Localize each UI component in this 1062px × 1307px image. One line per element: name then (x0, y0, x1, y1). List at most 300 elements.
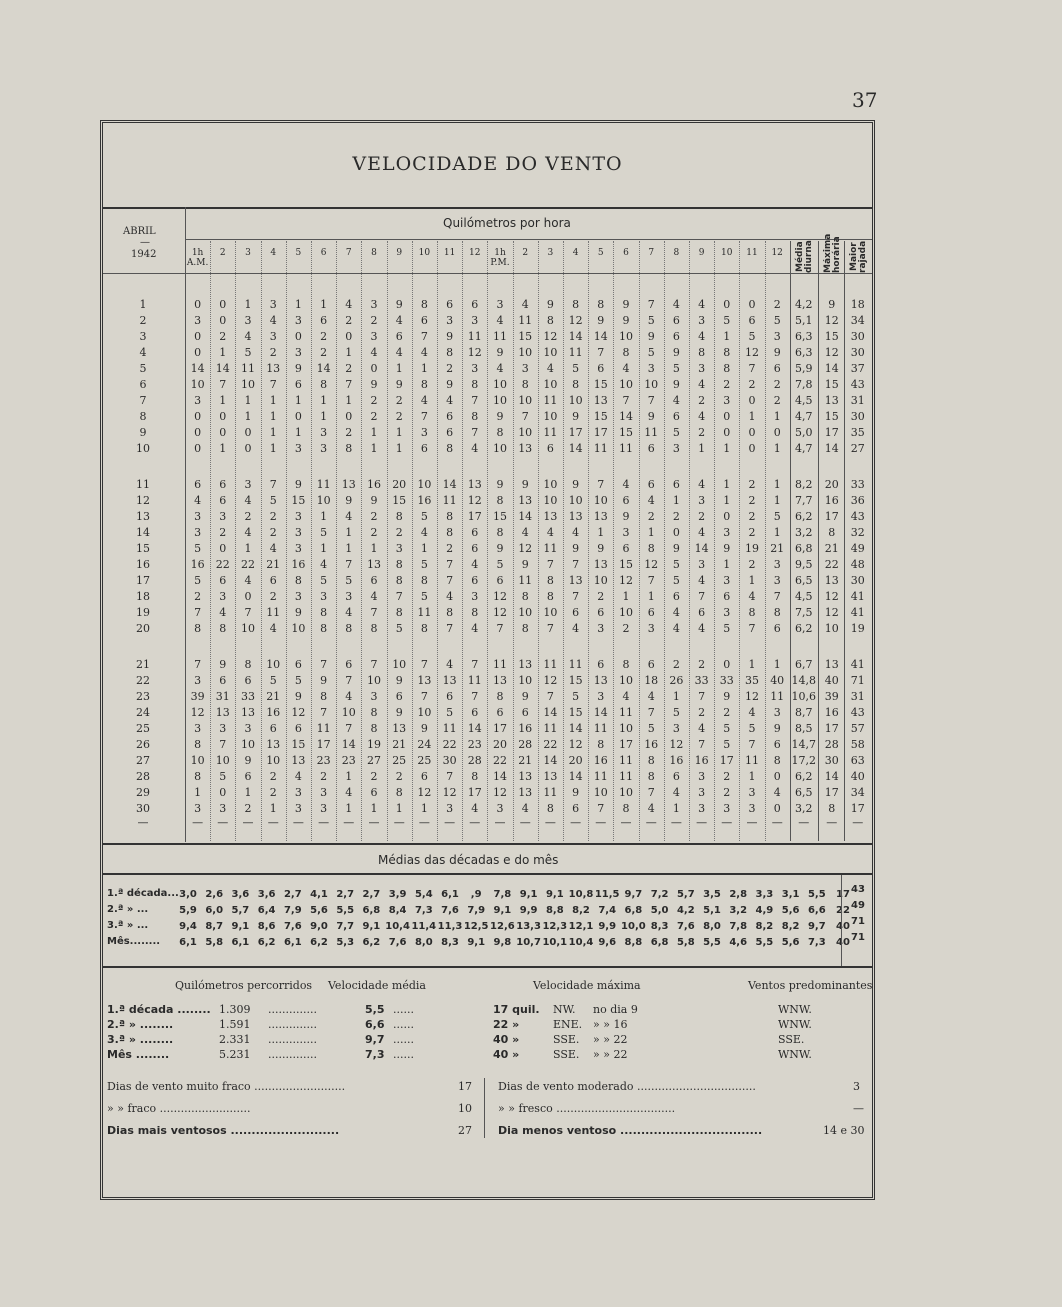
decade-value: 10,4 (568, 937, 594, 948)
stat-value: 19 (850, 622, 865, 635)
hour-value: 3 (773, 558, 781, 571)
hour-value: 2 (748, 558, 756, 571)
hour-value: 10 (518, 674, 533, 687)
leader-dots: .............. (268, 1003, 317, 1016)
hour-value: 7 (698, 738, 706, 751)
hour-value: 8 (395, 606, 403, 619)
hour-value: 7 (446, 558, 454, 571)
decade-value: 7,4 (598, 905, 617, 916)
hour-value: 5 (723, 738, 731, 751)
hour-value: 1 (723, 558, 731, 571)
stat-value: 6,3 (795, 346, 813, 359)
hour-value: 7 (269, 378, 277, 391)
hour-value: 6 (420, 442, 428, 455)
stat-value: 6,2 (795, 510, 813, 523)
hour-value: 2 (269, 590, 277, 603)
hour-value: 9 (521, 478, 529, 491)
hour-value: 8 (370, 706, 378, 719)
hour-value: 11 (316, 478, 331, 491)
hour-value: 8 (395, 786, 403, 799)
hour-value: 8 (723, 346, 731, 359)
dash-mark: — (393, 816, 405, 829)
hour-value: 6 (572, 802, 580, 815)
hour-value: 5 (672, 706, 680, 719)
hour-value: 4 (420, 346, 428, 359)
stat-value: 9,5 (795, 558, 813, 571)
hour-value: 12 (744, 346, 759, 359)
hour-value: 2 (773, 378, 781, 391)
decade-value: 9,1 (493, 905, 512, 916)
stat-value: 14,7 (791, 738, 817, 751)
hour-value: 10 (593, 786, 608, 799)
hour-value: 8 (320, 378, 328, 391)
stat-value: 35 (850, 426, 865, 439)
day-number: 26 (136, 738, 150, 751)
hour-value: 9 (647, 330, 655, 343)
hour-value: 12 (190, 706, 205, 719)
hour-value: 20 (492, 738, 507, 751)
hour-value: 7 (546, 690, 554, 703)
hour-value: 7 (446, 770, 454, 783)
stat-value: 48 (850, 558, 865, 571)
hour-value: 8 (496, 426, 504, 439)
hour-value: 6 (471, 574, 479, 587)
hour-value: 12 (644, 558, 659, 571)
decade-value: 7,8 (493, 889, 512, 900)
hour-value: 5 (773, 510, 781, 523)
hour-value: 1 (395, 442, 403, 455)
hour-value: 1 (773, 658, 781, 671)
stat-value: 8 (828, 802, 836, 815)
hour-value: 10 (618, 330, 633, 343)
days-left-value: 10 (458, 1102, 472, 1115)
hour-value: 8 (471, 606, 479, 619)
stat-value: 5,0 (795, 426, 813, 439)
hour-value: 9 (320, 674, 328, 687)
hour-value: 1 (269, 410, 277, 423)
month-label: ABRIL (123, 226, 156, 237)
hour-value: 8 (446, 442, 454, 455)
hour-value: 9 (723, 690, 731, 703)
hour-value: 10 (618, 786, 633, 799)
day-number: 23 (136, 690, 150, 703)
dash-mark: — (318, 816, 330, 829)
decade-value: 9,7 (807, 921, 826, 932)
stat-value: 27 (850, 442, 865, 455)
hour-value: 10 (291, 622, 306, 635)
hour-value: 9 (723, 542, 731, 555)
day-number: 15 (136, 542, 150, 555)
hour-value: 0 (723, 298, 731, 311)
hour-value: 1 (698, 442, 706, 455)
hour-value: 4 (672, 298, 680, 311)
hour-value: 6 (420, 314, 428, 327)
hour-value: 16 (694, 754, 709, 767)
hour-value: 14 (694, 542, 709, 555)
stat-value: 58 (850, 738, 865, 751)
hour-value: 18 (644, 674, 659, 687)
stat-value: 49 (850, 542, 865, 555)
dash-mark: — (620, 816, 632, 829)
hour-value: 14 (568, 330, 583, 343)
stat-value: 21 (824, 542, 839, 555)
hour-value: 22 (492, 754, 507, 767)
decade-value: 3,9 (388, 889, 407, 900)
hour-value: 4 (647, 690, 655, 703)
hour-value: 14 (593, 706, 608, 719)
hour-value: 4 (496, 314, 504, 327)
hour-value: 15 (518, 330, 533, 343)
hour-value: 5 (672, 574, 680, 587)
stat-value: 16 (824, 494, 839, 507)
hour-value: 4 (521, 802, 529, 815)
hour-value: 6 (219, 574, 227, 587)
hour-value: 16 (669, 754, 684, 767)
stat-value: 8,7 (795, 706, 813, 719)
dash-mark: — (595, 816, 607, 829)
hour-value: 23 (467, 738, 482, 751)
decade-value: 2,7 (283, 889, 302, 900)
stat-value: 6,3 (795, 330, 813, 343)
hour-value: 3 (597, 622, 605, 635)
decade-value: 22 (836, 905, 850, 916)
stat-value: 17 (824, 426, 839, 439)
decade-value: 5,8 (676, 937, 695, 948)
hour-value: 3 (194, 394, 202, 407)
decade-value: 5,5 (336, 905, 355, 916)
decade-value: 5,1 (703, 905, 721, 916)
hour-value: 2 (672, 510, 680, 523)
hour-value: 27 (366, 754, 381, 767)
day-number: 20 (136, 622, 150, 635)
hour-value: 9 (521, 558, 529, 571)
stat-value: 14,8 (791, 674, 817, 687)
dash-mark: — (519, 816, 531, 829)
stat-value: 6,8 (795, 542, 813, 555)
decade-value: 3,6 (257, 889, 276, 900)
hour-value: 4 (698, 574, 706, 587)
decade-value: 8,2 (781, 921, 800, 932)
hour-value: 7 (471, 658, 479, 671)
hour-value: 4 (647, 494, 655, 507)
hour-value: 4 (546, 362, 554, 375)
hour-header: 3 (245, 248, 251, 258)
hour-value: 25 (417, 754, 432, 767)
hour-value: 13 (593, 394, 608, 407)
hour-value: 1 (420, 542, 428, 555)
hour-value: 8 (471, 410, 479, 423)
hour-value: 2 (345, 362, 353, 375)
hour-value: 8 (546, 314, 554, 327)
stat-value: 17 (824, 510, 839, 523)
stat-value: 30 (850, 346, 865, 359)
hour-value: 6 (773, 622, 781, 635)
decade-value: 6,1 (231, 937, 250, 948)
hour-value: 9 (294, 606, 302, 619)
decade-value: 6,1 (441, 889, 459, 900)
hour-value: 14 (568, 442, 583, 455)
hour-header: 8 (673, 248, 680, 258)
hour-value: 7 (219, 738, 227, 751)
hour-value: 4 (572, 526, 580, 539)
hour-value: 3 (395, 542, 403, 555)
days-left-label: Dias mais ventosos .......................... (107, 1124, 340, 1137)
hour-value: 7 (370, 658, 378, 671)
decade-value: 11,3 (437, 921, 463, 932)
hour-value: 7 (471, 690, 479, 703)
hour-header: 5 (597, 248, 604, 258)
hour-header: 12 (469, 248, 481, 258)
summary-km: 1.309 (219, 1003, 251, 1016)
day-number: 11 (136, 478, 150, 491)
hour-value: 0 (194, 426, 202, 439)
hour-value: 0 (194, 298, 202, 311)
hour-value: 2 (446, 542, 454, 555)
leader-dots: ...... (393, 1018, 414, 1031)
decade-value: 40 (836, 937, 850, 948)
hour-value: 9 (395, 378, 403, 391)
hour-value: 5 (420, 510, 428, 523)
hour-value: 8 (345, 442, 353, 455)
stat-value: 4,5 (795, 590, 813, 603)
decade-gust: 71 (851, 916, 865, 927)
day-number: 17 (136, 574, 150, 587)
hour-value: 3 (698, 314, 706, 327)
hour-value: 0 (219, 298, 227, 311)
hour-value: 13 (568, 574, 583, 587)
hour-value: 6 (647, 442, 655, 455)
hour-value: 8 (395, 558, 403, 571)
hour-value: 7 (748, 622, 756, 635)
hour-value: 6 (471, 542, 479, 555)
hour-value: 3 (748, 802, 756, 815)
hour-value: 9 (546, 298, 554, 311)
stat-value: 43 (850, 510, 865, 523)
hour-value: 9 (395, 674, 403, 687)
hour-header: 1h P.M. (490, 248, 510, 268)
hour-value: 5 (269, 674, 277, 687)
decade-value: 12,6 (490, 921, 515, 932)
stat-value: 41 (850, 658, 865, 671)
gust-column-line (841, 875, 842, 967)
decade-value: 9,1 (362, 921, 381, 932)
hour-value: 7 (345, 558, 353, 571)
hour-value: 9 (294, 362, 302, 375)
hour-value: 7 (698, 590, 706, 603)
hour-value: 4 (244, 574, 252, 587)
hour-value: 0 (723, 410, 731, 423)
leader-dots: .............. (268, 1048, 317, 1061)
hour-value: 8 (773, 606, 781, 619)
table-end-divider (103, 843, 872, 845)
hour-value: 23 (316, 754, 331, 767)
hour-value: 7 (647, 298, 655, 311)
decade-value: 6,8 (650, 937, 669, 948)
hour-value: 8 (572, 378, 580, 391)
hour-value: 4 (698, 378, 706, 391)
hour-value: 10 (492, 442, 507, 455)
dash-mark: — (852, 816, 864, 829)
hour-value: 4 (698, 298, 706, 311)
hour-value: 9 (672, 346, 680, 359)
hour-value: 39 (190, 690, 205, 703)
hour-value: 15 (568, 706, 583, 719)
hour-value: 6 (420, 770, 428, 783)
hour-value: 4 (672, 622, 680, 635)
hour-value: 13 (518, 442, 533, 455)
hour-value: 2 (723, 770, 731, 783)
hour-value: 1 (244, 542, 252, 555)
hour-value: 10 (618, 722, 633, 735)
hour-value: 24 (417, 738, 432, 751)
hour-value: 4 (672, 394, 680, 407)
hour-value: 16 (644, 738, 659, 751)
decade-value: 9,1 (467, 937, 486, 948)
summary-mean: 6,6 (365, 1018, 385, 1031)
hour-value: 13 (543, 510, 558, 523)
day-number: 1 (139, 298, 147, 311)
hour-value: 1 (244, 298, 252, 311)
stat-value: 39 (824, 690, 839, 703)
summary-label: Mês ........ (107, 1048, 170, 1061)
hour-value: 4 (698, 330, 706, 343)
hour-value: 6 (723, 590, 731, 603)
decade-value: 12,1 (568, 921, 594, 932)
hour-value: 1 (269, 442, 277, 455)
hour-value: 11 (492, 330, 507, 343)
leader-dots: .............. (268, 1033, 317, 1046)
stat-value: 30 (850, 410, 865, 423)
hour-value: 1 (269, 802, 277, 815)
hour-value: 5 (244, 346, 252, 359)
hour-value: 1 (748, 770, 756, 783)
hour-value: 6 (345, 658, 353, 671)
stat-value: 36 (850, 494, 865, 507)
decade-value: 7,3 (414, 905, 433, 916)
hour-header: 7 (345, 248, 352, 258)
hour-value: 3 (370, 298, 378, 311)
hour-value: 2 (698, 426, 706, 439)
hour-value: 6 (647, 606, 655, 619)
hour-value: 10 (266, 754, 281, 767)
hour-value: 11 (518, 574, 533, 587)
hour-value: 1 (219, 442, 227, 455)
hour-value: 11 (467, 330, 482, 343)
hour-value: 26 (669, 674, 684, 687)
dash-mark: — (469, 816, 481, 829)
hour-value: 4 (471, 622, 479, 635)
decade-value: 8,2 (572, 905, 590, 916)
hour-value: 7 (194, 606, 202, 619)
stat-value: 37 (850, 362, 865, 375)
hour-value: 15 (618, 558, 633, 571)
stat-value: 31 (850, 394, 865, 407)
decade-value: 3,0 (179, 889, 197, 900)
hour-value: 12 (492, 606, 507, 619)
hour-value: 15 (618, 426, 633, 439)
hour-value: 4 (546, 526, 554, 539)
stat-value: 15 (824, 378, 839, 391)
hour-value: 7 (446, 622, 454, 635)
hour-value: 4 (244, 330, 252, 343)
hour-value: 6 (446, 298, 454, 311)
hour-value: 6 (395, 330, 403, 343)
hour-value: 1 (244, 786, 252, 799)
stat-value: 10 (824, 622, 839, 635)
hour-value: 3 (723, 802, 731, 815)
decade-value: 4,1 (310, 889, 328, 900)
decade-value: 4,9 (755, 905, 774, 916)
hour-value: 10 (543, 478, 558, 491)
decade-value: 12,5 (463, 921, 489, 932)
hour-value: 4 (572, 622, 580, 635)
hour-value: 8 (370, 622, 378, 635)
decade-value: 8,7 (205, 921, 224, 932)
hour-value: 19 (366, 738, 381, 751)
units-label: Quilómetros por hora (443, 216, 571, 230)
hour-value: 1 (345, 526, 353, 539)
hour-value: 8 (546, 590, 554, 603)
stat-value: 20 (824, 478, 839, 491)
stat-value: 8,2 (795, 478, 813, 491)
hour-value: 3 (446, 802, 454, 815)
hour-value: 1 (748, 658, 756, 671)
day-number: 4 (139, 346, 147, 359)
hour-value: 4 (294, 770, 302, 783)
hour-value: 21 (770, 542, 785, 555)
hour-value: 5 (647, 314, 655, 327)
hour-value: 3 (244, 314, 252, 327)
hour-value: 3 (294, 526, 302, 539)
hour-value: 0 (219, 786, 227, 799)
hour-value: 12 (442, 786, 457, 799)
stat-value: 15 (824, 410, 839, 423)
decade-value: 6,2 (362, 937, 381, 948)
hour-value: 14 (190, 362, 205, 375)
hour-value: 1 (294, 394, 302, 407)
hour-value: 9 (294, 690, 302, 703)
dash-mark: — (292, 816, 304, 829)
hour-value: 6 (672, 314, 680, 327)
hour-value: 0 (194, 330, 202, 343)
hour-value: 2 (370, 314, 378, 327)
hour-value: 2 (269, 526, 277, 539)
decades-end-divider (103, 966, 872, 968)
hour-value: 4 (370, 346, 378, 359)
hour-value: 4 (395, 314, 403, 327)
hour-value: 7 (320, 706, 328, 719)
hour-value: 22 (215, 558, 230, 571)
stat-value: 22 (824, 558, 839, 571)
day-number: 30 (136, 802, 150, 815)
hour-value: 5 (723, 722, 731, 735)
stat-value: 12 (824, 346, 839, 359)
decade-value: 2,7 (362, 889, 381, 900)
hour-value: 1 (420, 362, 428, 375)
hour-value: 11 (543, 722, 558, 735)
hour-value: 8 (622, 346, 630, 359)
hour-value: 2 (395, 410, 403, 423)
hour-value: 4 (244, 494, 252, 507)
stat-value: 13 (824, 394, 839, 407)
hour-value: 8 (496, 526, 504, 539)
hour-header: 12 (771, 248, 783, 258)
hour-value: 15 (492, 510, 507, 523)
stat-value: 41 (850, 590, 865, 603)
hour-value: 8 (723, 362, 731, 375)
days-left-value: 27 (458, 1124, 472, 1137)
hour-value: 9 (496, 346, 504, 359)
